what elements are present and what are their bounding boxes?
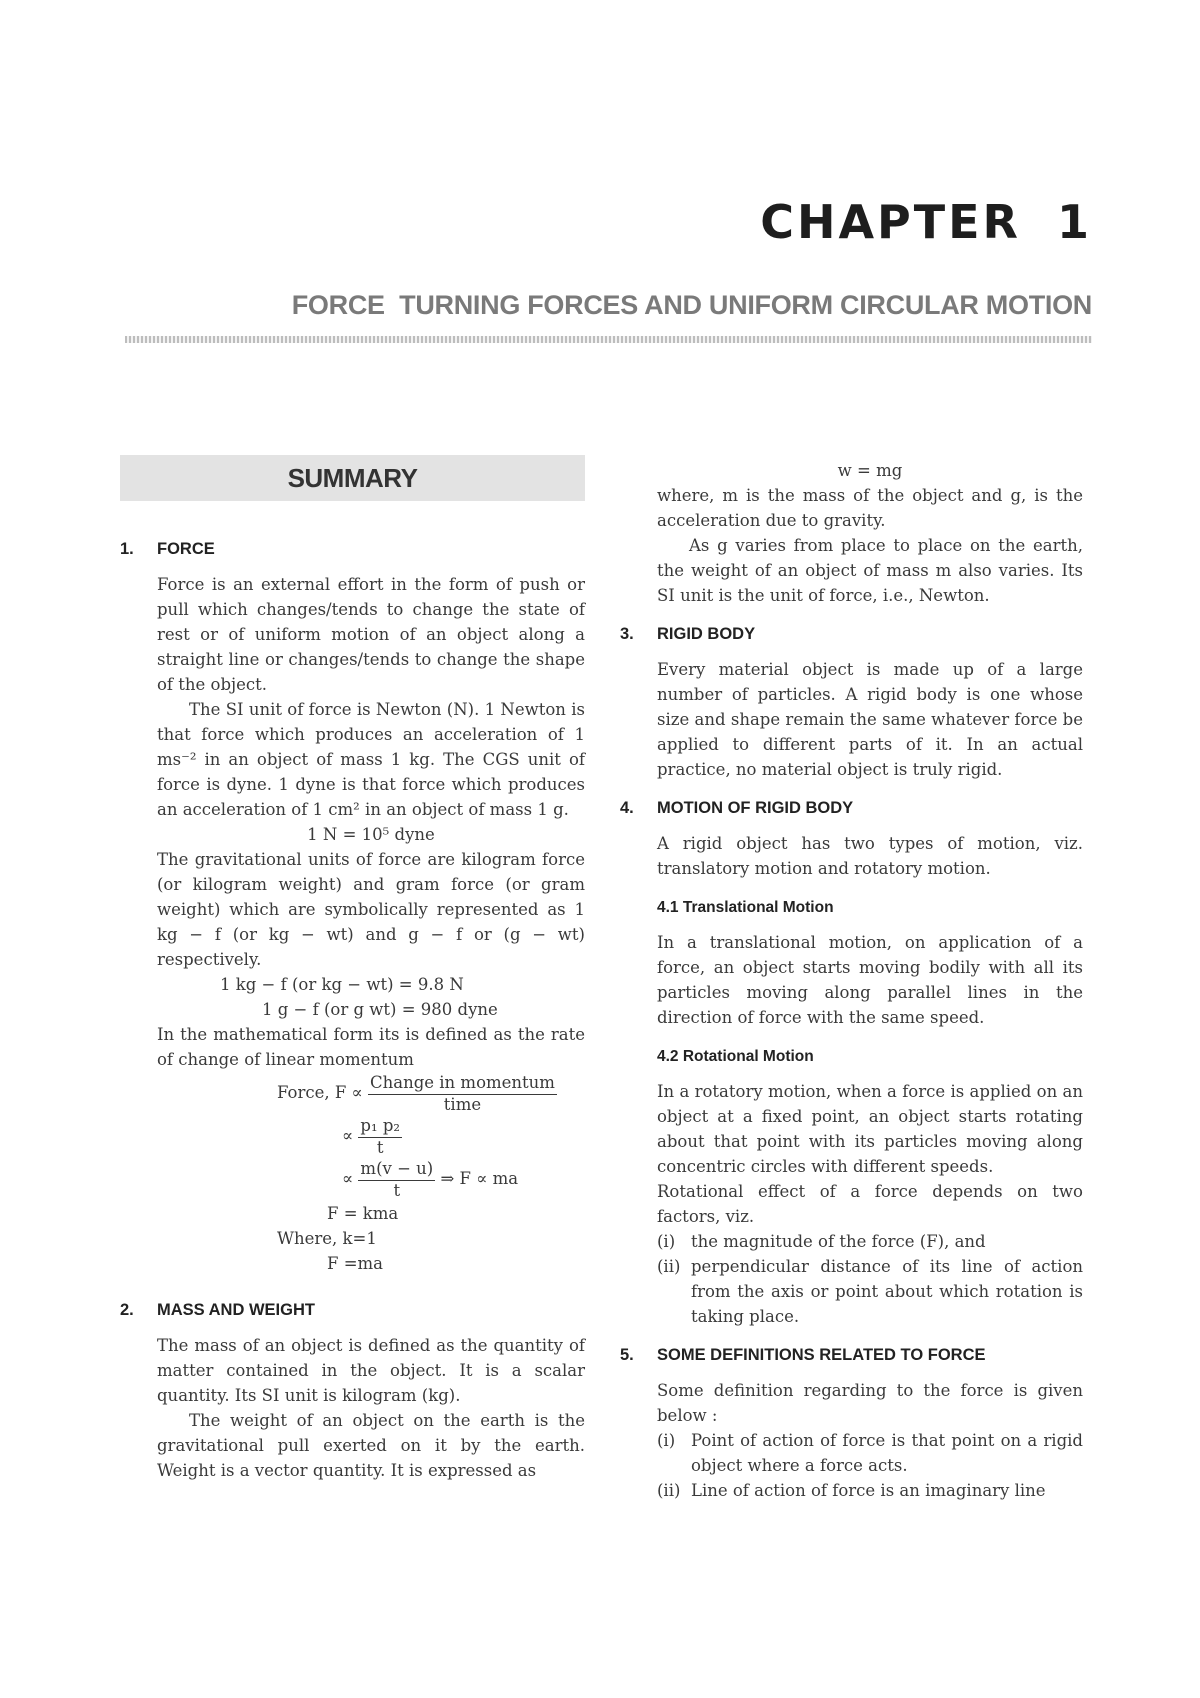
equation-lhs: Force, F ∝ xyxy=(277,1083,363,1102)
fraction xyxy=(368,1072,557,1115)
section-number: 5. xyxy=(620,1346,634,1364)
section-body-mass-weight-cont xyxy=(657,458,1083,608)
fraction-numerator: Change in momentum xyxy=(368,1072,557,1095)
section-number: 4. xyxy=(620,799,634,817)
fraction xyxy=(358,1115,402,1158)
list-item xyxy=(657,1478,1083,1503)
list-marker: (ii) xyxy=(657,1257,681,1276)
section-heading-motion xyxy=(620,796,1083,821)
summary-bar xyxy=(120,455,585,501)
section-body-motion xyxy=(657,831,1083,1329)
summary-heading: SUMMARY xyxy=(287,463,418,493)
section-number: 1. xyxy=(120,540,134,558)
section-body-rigid-body xyxy=(657,657,1083,782)
paragraph: where, m is the mass of the object and g, is the acceleration due to gravity. xyxy=(657,486,1083,530)
section-title: RIGID BODY xyxy=(657,625,756,643)
list-text: Line of action of force is an imaginary line xyxy=(691,1481,1046,1500)
list-item xyxy=(657,1229,1083,1254)
list-text: perpendicular distance of its line of action from the axis or point about which rotation is taking place. xyxy=(691,1257,1083,1326)
paragraph: The weight of an object on the earth is the gravitational pull exerted on it by the earth. Weight is a vector quantity. It is expressed as xyxy=(157,1411,585,1480)
list-marker: (i) xyxy=(657,1232,676,1251)
equation: 1 N = 10⁵ dyne xyxy=(307,825,435,844)
left-column xyxy=(120,455,585,1483)
chapter-heading xyxy=(760,195,1092,249)
fraction-denominator: t xyxy=(393,1181,401,1200)
list-item xyxy=(657,1428,1083,1478)
section-body-force xyxy=(120,572,585,1276)
section-body-mass-weight xyxy=(120,1333,585,1483)
equation: 1 g − f (or g wt) = 980 dyne xyxy=(262,1000,498,1019)
paragraph: As g varies from place to place on the earth, the weight of an object of mass m also varies. Its SI unit is the unit of force, i.e., Newton. xyxy=(657,536,1083,605)
proportional-sign: ∝ xyxy=(342,1169,354,1188)
section-heading-mass-weight xyxy=(120,1298,585,1323)
title-rule xyxy=(125,336,1092,343)
fraction xyxy=(358,1158,435,1201)
chapter-title: FORCE TURNING FORCES AND UNIFORM CIRCULAR MOTION xyxy=(291,290,1092,320)
equation-momentum xyxy=(157,1115,585,1158)
section-title: MOTION OF RIGID BODY xyxy=(657,799,854,817)
section-body-definitions xyxy=(657,1378,1083,1503)
paragraph: A rigid object has two types of motion, viz. translatory motion and rotatory motion. xyxy=(657,834,1083,878)
right-column xyxy=(620,458,1083,1503)
paragraph: Some definition regarding to the force is given below : xyxy=(657,1381,1083,1425)
equation: F =ma xyxy=(327,1254,384,1273)
section-heading-force xyxy=(120,537,585,562)
paragraph: The SI unit of force is Newton (N). 1 Newton is that force which produces an acceleration of 1 ms⁻² in an object of mass 1 kg. The CGS unit of force is dyne. 1 dyne is that force which produces an acceleration of 1 cm² in an object of mass 1 g. xyxy=(157,700,585,819)
subsection-heading-rotational: 4.2 Rotational Motion xyxy=(657,1048,814,1065)
section-heading-definitions xyxy=(620,1343,1083,1368)
equation: Where, k=1 xyxy=(277,1229,377,1248)
paragraph: The mass of an object is defined as the quantity of matter contained in the object. It is a scalar quantity. Its SI unit is kilogram (kg). xyxy=(157,1336,585,1405)
paragraph: Rotational effect of a force depends on two factors, viz. xyxy=(657,1182,1083,1226)
section-number: 2. xyxy=(120,1301,134,1319)
paragraph: Every material object is made up of a large number of particles. A rigid body is one whose size and shape remain the same whatever force be applied to different parts of it. In an actual practice, no material object is truly rigid. xyxy=(657,660,1083,779)
chapter-label: CHAPTER xyxy=(760,195,1021,249)
paragraph: In the mathematical form its is defined as the rate of change of linear momentum xyxy=(157,1025,585,1069)
paragraph: Force is an external effort in the form of push or pull which changes/tends to change the state of rest or of uniform motion of an object along a straight line or changes/tends to change the shape of the object. xyxy=(157,575,585,694)
section-heading-rigid-body xyxy=(620,622,1083,647)
equation: F = kma xyxy=(327,1204,399,1223)
chapter-number: 1 xyxy=(1056,195,1092,249)
list-text: the magnitude of the force (F), and xyxy=(691,1232,986,1251)
section-title: SOME DEFINITIONS RELATED TO FORCE xyxy=(657,1346,986,1364)
equation-result: ⇒ F ∝ ma xyxy=(440,1169,519,1188)
paragraph: In a rotatory motion, when a force is applied on an object at a fixed point, an object starts rotating about that point with its particles moving along concentric circles with different speeds. xyxy=(657,1082,1083,1176)
section-title: FORCE xyxy=(157,540,215,558)
subsection-heading-translational: 4.1 Translational Motion xyxy=(657,899,834,916)
proportional-sign: ∝ xyxy=(342,1126,354,1145)
section-number: 3. xyxy=(620,625,634,643)
list-item xyxy=(657,1254,1083,1329)
equation: w = mg xyxy=(837,461,903,480)
fraction-denominator: time xyxy=(443,1095,482,1114)
paragraph: In a translational motion, on application of a force, an object starts moving bodily with all its particles moving along parallel lines in the direction of force with the same speed. xyxy=(657,933,1083,1027)
fraction-denominator: t xyxy=(376,1138,384,1157)
fraction-numerator: p₁ p₂ xyxy=(358,1115,402,1138)
equation: 1 kg − f (or kg − wt) = 9.8 N xyxy=(220,975,464,994)
list-marker: (ii) xyxy=(657,1481,681,1500)
list-marker: (i) xyxy=(657,1431,676,1450)
equation-velocity xyxy=(157,1158,585,1201)
paragraph: The gravitational units of force are kilogram force (or kilogram weight) and gram force (or gram weight) which are symbolically represented as 1 kg − f (or kg − wt) and g − f or (g − wt) respectively. xyxy=(157,850,585,969)
fraction-numerator: m(v − u) xyxy=(358,1158,435,1181)
equation-force xyxy=(157,1072,585,1115)
list-text: Point of action of force is that point on a rigid object where a force acts. xyxy=(691,1431,1083,1475)
section-title: MASS AND WEIGHT xyxy=(157,1301,315,1319)
